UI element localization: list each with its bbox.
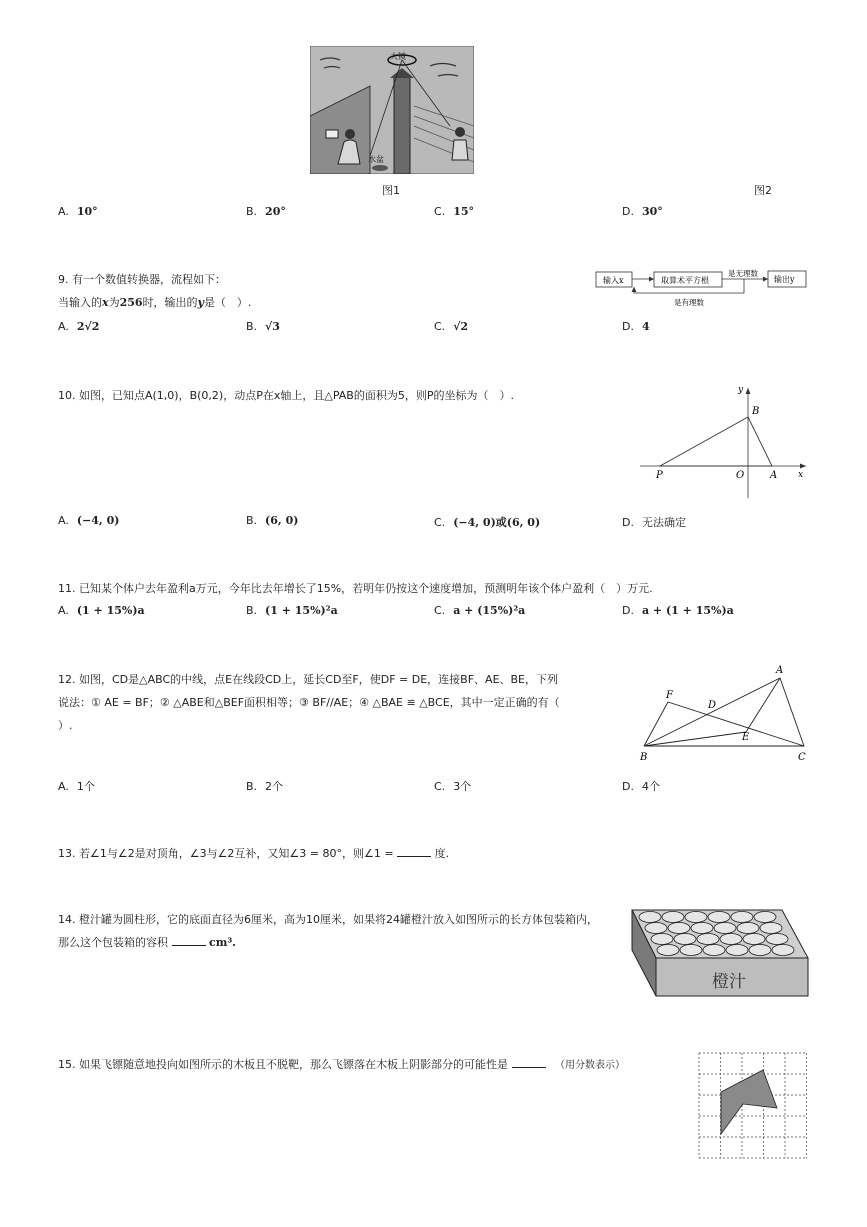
fig12-B-label: B xyxy=(640,752,648,763)
q11-option-c[interactable]: C. a + (15%)²a xyxy=(434,604,526,617)
q12-option-a[interactable]: A. 1个 xyxy=(58,780,95,793)
q9-option-b[interactable]: B. √3 xyxy=(246,320,280,333)
can-top xyxy=(668,923,690,934)
graph10-y-label: y xyxy=(738,385,744,395)
fig12-A-label: A xyxy=(776,665,784,676)
can-top xyxy=(772,945,794,956)
flow-irr-label: 是无理数 xyxy=(728,269,758,278)
can-top xyxy=(714,923,736,934)
q9-option-a[interactable]: A. 2√2 xyxy=(58,320,100,333)
flow-rat-label: 是有理数 xyxy=(674,298,704,307)
can-top xyxy=(754,912,776,923)
can-top xyxy=(691,923,713,934)
q12-triangle-figure xyxy=(636,660,812,766)
can-top xyxy=(685,912,707,923)
can-top xyxy=(662,912,684,923)
q10-option-a[interactable]: A. (−4, 0) xyxy=(58,514,120,527)
q14-stem-line2: 那么这个包装箱的容积 cm³. xyxy=(58,936,236,949)
flow-input-label: 输入x xyxy=(603,276,624,285)
fig12-C-label: C xyxy=(798,752,806,763)
fig12-E-label: E xyxy=(742,732,750,743)
q12-stem-line3: ）. xyxy=(58,719,73,732)
q9-stem-line1: 9. 有一个数值转换器，流程如下： xyxy=(58,273,226,286)
fig12-F-label: F xyxy=(666,690,673,701)
can-top xyxy=(737,923,759,934)
q14-juice-box-figure xyxy=(630,906,810,998)
graph10-B-label: B xyxy=(752,406,760,417)
q10-stem: 10. 如图，已知点A(1,0)，B(0,2)，动点P在x轴上，且△PAB的面积为5，则P的坐标为（ ）. xyxy=(58,389,514,402)
can-top xyxy=(645,923,667,934)
q8-option-d[interactable]: D. 30° xyxy=(622,205,663,218)
can-top xyxy=(697,934,719,945)
box-label: 橙汁 xyxy=(712,972,746,992)
shaded-region xyxy=(721,1070,777,1134)
q15-dartboard-grid xyxy=(697,1052,807,1160)
q8-option-b[interactable]: B. 20° xyxy=(246,205,286,218)
can-top xyxy=(749,945,771,956)
can-top xyxy=(731,912,753,923)
q12-stem-line2: 说法：① AE = BF；② △ABE和△BEF面积相等；③ BF//AE；④ △BAE ≌ △BCE，其中一定正确的有（ xyxy=(58,696,560,709)
figure-2-caption: 图2 xyxy=(754,184,772,197)
q10-option-b[interactable]: B. (6, 0) xyxy=(246,514,299,527)
can-top xyxy=(766,934,788,945)
q9-option-d[interactable]: D. 4 xyxy=(622,320,650,333)
mirror-label: 大镜 xyxy=(390,52,406,61)
q9-flowchart xyxy=(594,265,810,310)
q11-option-a[interactable]: A. (1 + 15%)a xyxy=(58,604,145,617)
graph10-A-label: A xyxy=(770,470,778,481)
can-top xyxy=(680,945,702,956)
graph10-P-label: P xyxy=(656,470,663,481)
can-top xyxy=(726,945,748,956)
q10-option-c[interactable]: C. (−4, 0)或(6, 0) xyxy=(434,516,541,529)
flow-output-label: 输出y xyxy=(774,275,795,284)
can-top xyxy=(639,912,661,923)
can-top xyxy=(651,934,673,945)
q10-option-d[interactable]: D. 无法确定 xyxy=(622,516,686,529)
q15-answer-blank[interactable] xyxy=(512,1057,546,1068)
graph10-O-label: O xyxy=(736,470,745,481)
fig12-D-label: D xyxy=(708,700,717,711)
can-top xyxy=(657,945,679,956)
q11-option-b[interactable]: B. (1 + 15%)²a xyxy=(246,604,338,617)
q13-answer-blank[interactable] xyxy=(397,846,431,857)
q9-option-c[interactable]: C. √2 xyxy=(434,320,469,333)
can-top xyxy=(708,912,730,923)
q13-stem: 13. 若∠1与∠2是对顶角，∠3与∠2互补，又知∠3 = 80°，则∠1 = 度. xyxy=(58,847,450,860)
q12-option-c[interactable]: C. 3个 xyxy=(434,780,472,793)
can-top xyxy=(703,945,725,956)
figure-1-illustration xyxy=(310,46,474,174)
can-top xyxy=(760,923,782,934)
q12-option-d[interactable]: D. 4个 xyxy=(622,780,660,793)
figure-1-caption: 图1 xyxy=(382,184,400,197)
can-top xyxy=(720,934,742,945)
q12-stem-line1: 12. 如图，CD是△ABC的中线，点E在线段CD上，延长CD至F，使DF = DE，连接BF、AE、BE，下列 xyxy=(58,673,559,686)
q9-stem-line2: 当输入的x为256时，输出的y是（ ）. xyxy=(58,296,252,309)
q10-coordinate-graph xyxy=(640,380,810,500)
q11-stem: 11. 已知某个体户去年盈利a万元，今年比去年增长了15%，若明年仍按这个速度增加，预测明年该个体户盈利（ ）万元. xyxy=(58,582,653,595)
q12-option-b[interactable]: B. 2个 xyxy=(246,780,284,793)
q14-stem-line1: 14. 橙汁罐为圆柱形，它的底面直径为6厘米，高为10厘米，如果将24罐橙汁放入如图所示的长方体包装箱内， xyxy=(58,913,598,926)
q8-option-c[interactable]: C. 15° xyxy=(434,205,474,218)
flow-op-label: 取算术平方根 xyxy=(661,276,709,285)
q8-option-a[interactable]: A. 10° xyxy=(58,205,98,218)
graph10-x-label: x xyxy=(798,470,804,480)
can-top xyxy=(743,934,765,945)
q15-stem: 15. 如果飞镖随意地投向如图所示的木板且不脱靶，那么飞镖落在木板上阴影部分的可能性是 （用分数表示） xyxy=(58,1058,625,1071)
q11-option-d[interactable]: D. a + (1 + 15%)a xyxy=(622,604,734,617)
basin-label: 水盆 xyxy=(368,155,384,164)
can-top xyxy=(674,934,696,945)
q14-answer-blank[interactable] xyxy=(172,935,206,946)
